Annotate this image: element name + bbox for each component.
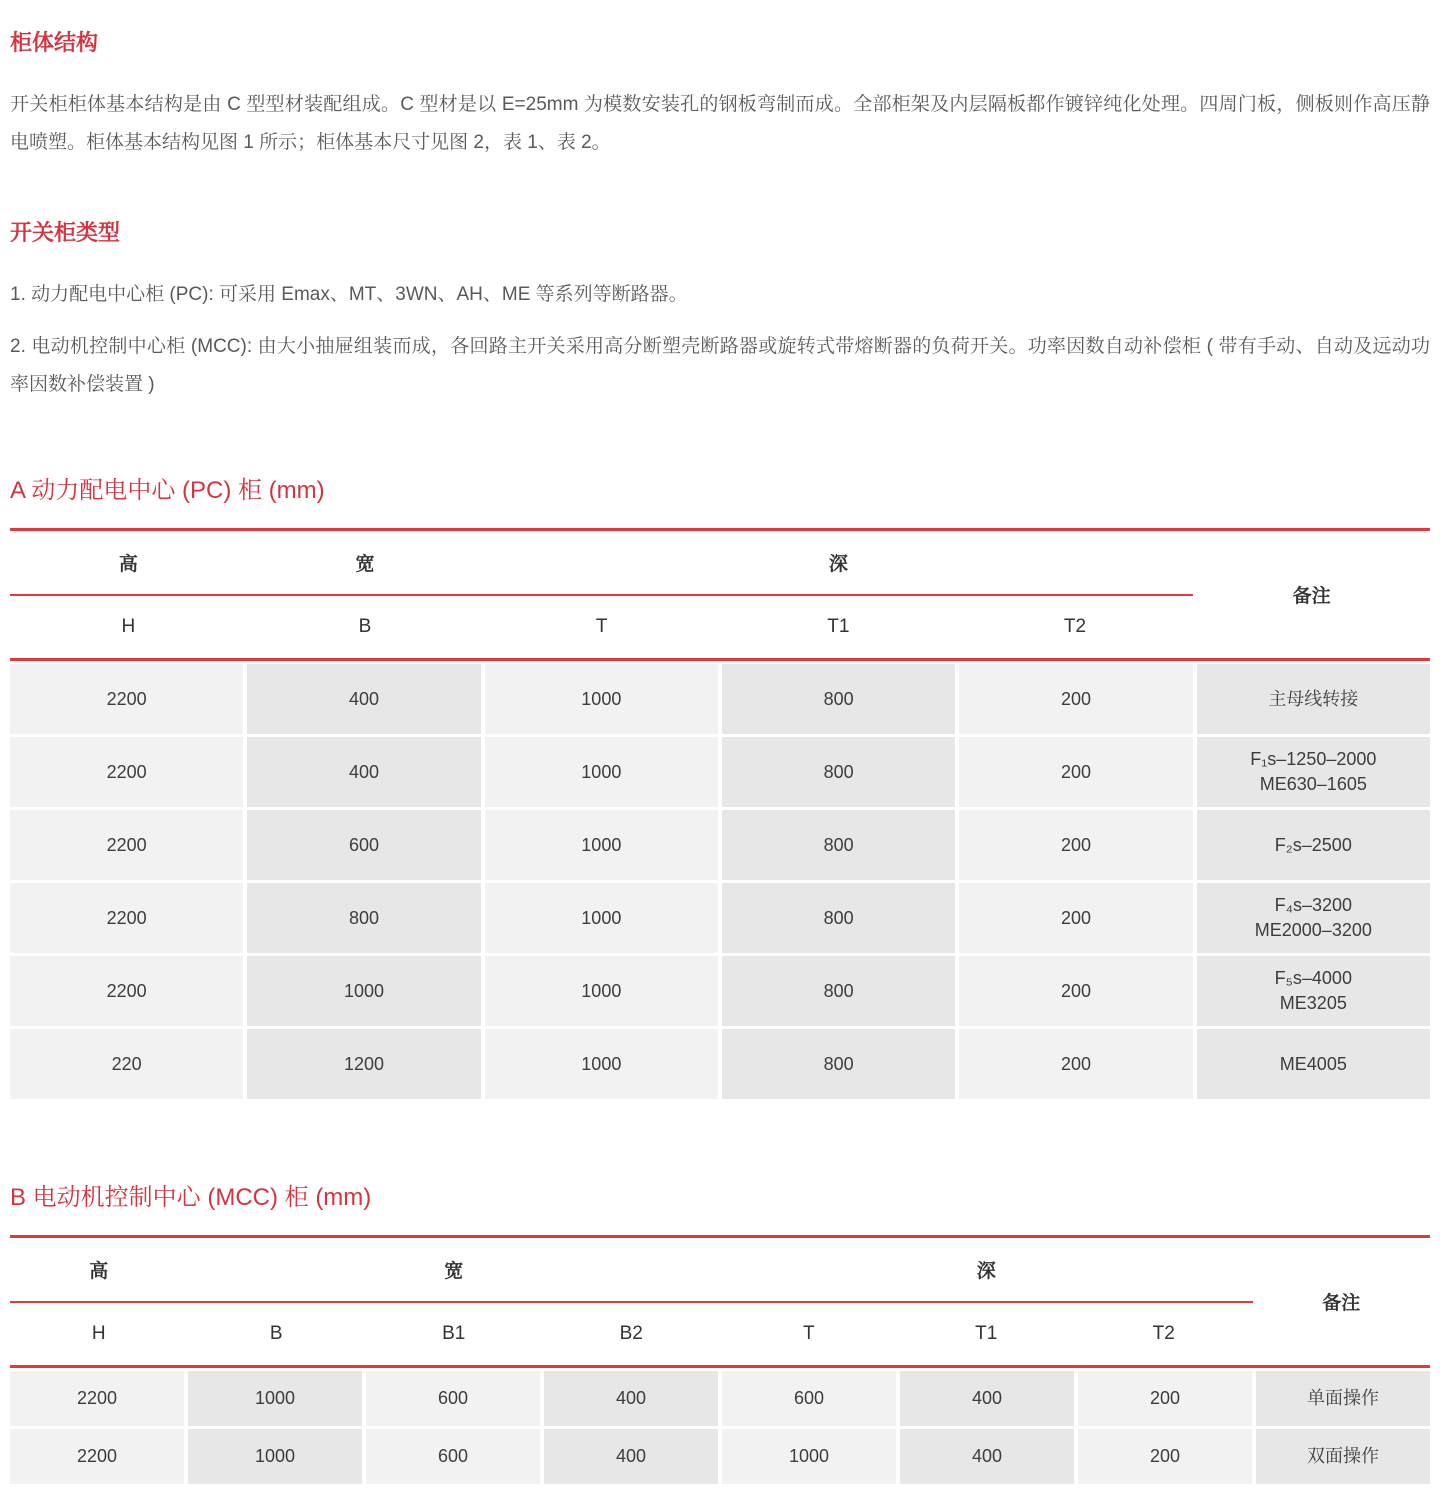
table-a-title: A 动力配电中心 (PC) 柜 (mm) [10, 477, 325, 504]
remark-line: F₄s–3200 [1274, 895, 1353, 915]
cell-t2: 200 [959, 883, 1192, 953]
table-b-col-header-t: T [802, 1323, 815, 1344]
cell-h: 2200 [10, 883, 243, 953]
table-b-group-header-height: 高 [10, 1238, 188, 1303]
table-a-col-header-t: T [595, 616, 608, 637]
table-b-header [10, 1235, 1430, 1368]
remark-line: ME630–1605 [1259, 774, 1367, 794]
section-title-switchgear-types: 开关柜类型 [10, 220, 121, 245]
cell-b: 400 [247, 737, 480, 807]
cell-t2: 200 [959, 737, 1192, 807]
cell-b: 1200 [247, 1029, 480, 1099]
table-a-group-header-depth: 深 [483, 531, 1193, 596]
cell-t: 1000 [485, 956, 718, 1026]
cell-b2: 400 [544, 1371, 718, 1426]
cell-remark: 双面操作 [1256, 1429, 1430, 1484]
cell-t2: 200 [1078, 1429, 1252, 1484]
cell-remark [1197, 883, 1430, 953]
cell-remark [1197, 810, 1430, 880]
switchgear-type-item-1: 1. 动力配电中心柜 (PC): 可采用 Emax、MT、3WN、AH、ME 等系列等断路器。 [10, 284, 688, 305]
section-title-cabinet-structure: 柜体结构 [10, 30, 99, 55]
cell-t1: 800 [722, 883, 955, 953]
cabinet-structure-paragraph: 开关柜柜体基本结构是由 C 型型材装配组成。C 型材是以 E=25mm 为模数安装孔的钢板弯制而成。全部柜架及内层隔板都作镀锌纯化处理。四周门板，侧板则作高压静电喷塑。柜体基本结构见图 1 所示；柜体基本尺寸见图 2，表 1、表 2。 [10, 94, 1430, 153]
table-b-title: B 电动机控制中心 (MCC) 柜 (mm) [10, 1184, 372, 1211]
remark-line: ME2000–3200 [1254, 920, 1372, 940]
table-a-body [10, 664, 1430, 1099]
cell-b: 1000 [188, 1429, 362, 1484]
table-a-col-header-t1: T1 [827, 616, 850, 637]
table-a-group-header-height: 高 [10, 531, 247, 596]
cell-h: 220 [10, 1029, 243, 1099]
table-a-group-header-width: 宽 [247, 531, 484, 596]
table-b-col-header-t1: T1 [975, 1323, 998, 1344]
cell-h: 2200 [10, 1429, 184, 1484]
cell-t: 1000 [485, 664, 718, 734]
table-a-group-header-remark: 备注 [1292, 586, 1331, 607]
cell-t2: 200 [959, 810, 1192, 880]
table-b-body [10, 1371, 1430, 1484]
remark-line: F₂s–2500 [1274, 834, 1352, 855]
table-b-col-header-t2: T2 [1152, 1323, 1175, 1344]
cell-t2: 200 [1078, 1371, 1252, 1426]
remark-line: 主母线转接 [1268, 688, 1359, 709]
table-b-col-header-b1: B1 [442, 1323, 466, 1344]
cell-h: 2200 [10, 737, 243, 807]
cell-b: 600 [247, 810, 480, 880]
cell-remark [1197, 1029, 1430, 1099]
cell-b: 800 [247, 883, 480, 953]
cell-b1: 600 [366, 1371, 540, 1426]
cell-t: 1000 [485, 883, 718, 953]
cell-t2: 200 [959, 956, 1192, 1026]
table-a-col-header-h: H [121, 616, 136, 637]
cell-b2: 400 [544, 1429, 718, 1484]
cell-t1: 800 [722, 737, 955, 807]
remark-line: ME3205 [1279, 993, 1347, 1013]
cell-b: 400 [247, 664, 480, 734]
cell-t: 600 [722, 1371, 896, 1426]
cell-t2: 200 [959, 664, 1192, 734]
cell-t: 1000 [485, 1029, 718, 1099]
cell-t1: 800 [722, 956, 955, 1026]
remark-line: ME4005 [1279, 1053, 1347, 1074]
cell-b: 1000 [247, 956, 480, 1026]
cell-t: 1000 [485, 737, 718, 807]
cell-t1: 400 [900, 1371, 1074, 1426]
cell-t1: 400 [900, 1429, 1074, 1484]
table-a-col-header-t2: T2 [1063, 616, 1087, 637]
switchgear-type-item-2: 2. 电动机控制中心柜 (MCC): 由大小抽屉组装而成，各回路主开关采用高分断塑壳断路器或旋转式带熔断器的负荷开关。功率因数自动补偿柜 ( 带有手动、自动及远动功率因数补偿装置 ) [10, 336, 1430, 395]
cell-h: 2200 [10, 664, 243, 734]
table-b-group-header-depth: 深 [720, 1238, 1253, 1303]
cell-b1: 600 [366, 1429, 540, 1484]
cell-t1: 800 [722, 810, 955, 880]
cell-remark: 单面操作 [1256, 1371, 1430, 1426]
remark-line: F₅s–4000 [1274, 968, 1352, 988]
table-b-col-header-h: H [91, 1323, 106, 1344]
cell-b: 1000 [188, 1371, 362, 1426]
cell-t1: 800 [722, 1029, 955, 1099]
table-b-col-header-b2: B2 [619, 1323, 643, 1344]
remark-line: F₁s–1250–2000 [1250, 749, 1377, 769]
table-b-col-header-b: B [269, 1323, 283, 1344]
table-b-group-header-remark: 备注 [1322, 1293, 1361, 1314]
cell-remark [1197, 664, 1430, 734]
cell-h: 2200 [10, 1371, 184, 1426]
cell-t: 1000 [485, 810, 718, 880]
table-b-group-header-width: 宽 [188, 1238, 721, 1303]
cell-h: 2200 [10, 956, 243, 1026]
cell-t2: 200 [959, 1029, 1192, 1099]
cell-t1: 800 [722, 664, 955, 734]
cell-h: 2200 [10, 810, 243, 880]
cell-t: 1000 [722, 1429, 896, 1484]
table-a-header [10, 528, 1430, 661]
cell-remark [1197, 956, 1430, 1026]
table-a-col-header-b: B [358, 616, 372, 637]
cell-remark [1197, 737, 1430, 807]
